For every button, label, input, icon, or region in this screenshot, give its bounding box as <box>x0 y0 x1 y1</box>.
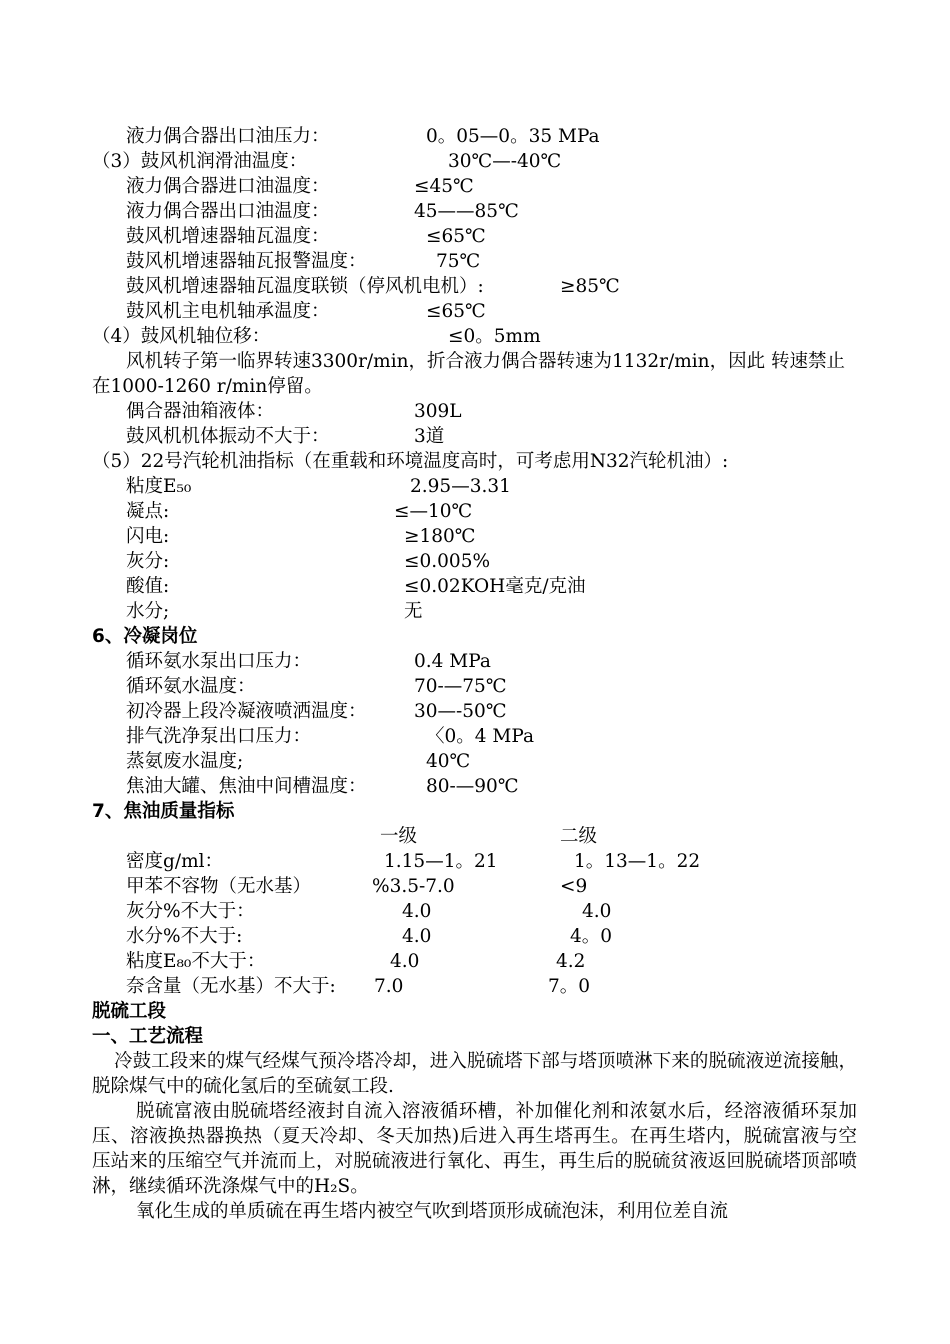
spec-value: ≤65℃ <box>426 226 486 247</box>
grade-2-value: 4.2 <box>556 951 586 972</box>
spec-label: 鼓风机增速器轴瓦报警温度： <box>126 251 367 272</box>
spec-label: 酸值: <box>126 576 170 597</box>
spec-label: 循环氨水温度： <box>126 676 256 697</box>
spec-label: 循环氨水泵出口压力： <box>126 651 312 672</box>
spec-row <box>126 749 471 774</box>
spec-row <box>126 249 481 274</box>
spec-label: 鼓风机增速器轴瓦温度： <box>126 226 330 247</box>
spec-label: 焦油大罐、焦油中间槽温度： <box>126 776 367 797</box>
spec-label: （4）鼓风机轴位移： <box>92 326 271 347</box>
oil-spec-row <box>126 524 476 549</box>
spec-value: 0.4 MPa <box>414 651 491 672</box>
grade-2-value: 1。13—1。22 <box>574 851 701 872</box>
spec-label: 灰分%不大于： <box>126 901 255 922</box>
spec-row <box>126 124 600 149</box>
table-row <box>126 924 613 949</box>
spec-label: 密度g/ml： <box>126 851 224 872</box>
paragraph: 冷鼓工段来的煤气经煤气预冷塔冷却，进入脱硫塔下部与塔顶喷淋下来的脱硫液逆流接触，脱除煤气中的硫化氢后的至硫氨工段. <box>92 1051 857 1097</box>
grade-2-value: <9 <box>560 876 588 897</box>
table-row <box>126 899 612 924</box>
spec-label: 粘度E₈₀不大于： <box>126 951 266 972</box>
spec-row <box>126 274 620 299</box>
spec-label: 水分%不大于: <box>126 926 243 947</box>
spec-value: ≥180℃ <box>404 526 476 547</box>
spec-label: 奈含量（无水基）不大于: <box>126 976 336 997</box>
spec-label: 粘度E₅₀ <box>126 476 192 497</box>
spec-row <box>92 324 541 349</box>
spec-row <box>126 199 519 224</box>
spec-value: 45——85℃ <box>414 201 519 222</box>
spec-value: ≤0.005% <box>404 551 491 572</box>
grade-2-value: 7。0 <box>548 976 591 997</box>
spec-value: ≤0。5mm <box>448 326 541 347</box>
paragraph: 脱硫富液由脱硫塔经液封自流入溶液循环槽，补加催化剂和浓氨水后，经溶液循环泵加压、溶液换热器换热（夏天冷却、冬天加热)后进入再生塔再生。在再生塔内，脱硫富液与空压站来的压缩空气并流而上，对脱硫液进行氧化、再生，再生后的脱硫贫液返回脱硫塔顶部喷淋，继续循环洗涤煤气中的H₂S。 <box>92 1101 857 1197</box>
spec-value: 309L <box>414 401 462 422</box>
spec-label: 鼓风机机体振动不大于： <box>126 426 330 447</box>
spec-value: 70-—75℃ <box>414 676 507 697</box>
spec-value: ≤—10℃ <box>394 501 473 522</box>
spec-value: ≤65℃ <box>426 301 486 322</box>
spec-value: 30℃—-40℃ <box>448 151 562 172</box>
section-heading: 6、冷凝岗位 <box>92 626 198 647</box>
spec-value: 无 <box>404 601 423 622</box>
spec-row <box>126 699 507 724</box>
spec-value: 30—-50℃ <box>414 701 507 722</box>
spec-value: 〈0。4 MPa <box>426 726 535 747</box>
spec-label: 液力偶合器出口油温度： <box>126 201 330 222</box>
oil-spec-row <box>126 474 511 499</box>
grade-2-value: 4。0 <box>570 926 613 947</box>
grade-1-value: 1.15—1。21 <box>384 851 498 872</box>
table-row <box>126 874 588 899</box>
spec-value: 0。05—0。35 MPa <box>426 126 600 147</box>
grade-1-value: %3.5-7.0 <box>372 876 455 897</box>
grade-2-value: 4.0 <box>582 901 612 922</box>
critical-speed-note: 风机转子第一临界转速3300r/min，折合液力偶合器转速为1132r/min，因此 转速禁止在1000-1260 r/min停留。 <box>92 351 845 397</box>
spec-row <box>126 399 462 424</box>
spec-label: 排气洗净泵出口压力： <box>126 726 312 747</box>
spec-row <box>126 299 486 324</box>
grade-1-value: 4.0 <box>402 926 432 947</box>
table-row <box>126 849 701 874</box>
oil-spec-row <box>126 549 491 574</box>
spec-value: 75℃ <box>436 251 481 272</box>
spec-label: 初冷器上段冷凝液喷洒温度： <box>126 701 367 722</box>
spec-row <box>126 774 519 799</box>
spec-label: 液力偶合器出口油压力： <box>126 126 330 147</box>
section-title: 脱硫工段 <box>92 1001 167 1022</box>
spec-row <box>126 174 474 199</box>
grade-1-value: 4.0 <box>402 901 432 922</box>
spec-label: 蒸氨废水温度; <box>126 751 244 772</box>
spec-label: 甲苯不容物（无水基） <box>126 876 312 897</box>
spec-value: 3道 <box>414 426 445 447</box>
spec-label: 水分; <box>126 601 170 622</box>
spec-row <box>92 149 562 174</box>
spec-row <box>126 724 535 749</box>
oil-spec-title: （5）22号汽轮机油指标（在重载和环境温度高时，可考虑用N32汽轮机油）: <box>92 451 729 472</box>
paragraph: 氧化生成的单质硫在再生塔内被空气吹到塔顶形成硫泡沫，利用位差自流 <box>136 1201 729 1222</box>
spec-label: 鼓风机主电机轴承温度： <box>126 301 330 322</box>
grade-1-header: 一级 <box>380 826 418 847</box>
spec-value: 2.95—3.31 <box>410 476 511 497</box>
oil-spec-row <box>126 599 423 624</box>
spec-label: （3）鼓风机润滑油温度： <box>92 151 308 172</box>
spec-value: ≥85℃ <box>560 276 620 297</box>
spec-value: 40℃ <box>426 751 471 772</box>
spec-row <box>126 424 445 449</box>
oil-spec-row <box>126 574 586 599</box>
spec-row <box>126 224 486 249</box>
section-heading: 7、焦油质量指标 <box>92 801 235 822</box>
spec-value: ≤45℃ <box>414 176 474 197</box>
spec-label: 液力偶合器进口油温度： <box>126 176 330 197</box>
spec-value: 80-—90℃ <box>426 776 519 797</box>
spec-label: 偶合器油箱液体： <box>126 401 275 422</box>
table-row <box>126 974 591 999</box>
oil-spec-row <box>126 499 473 524</box>
spec-value: ≤0.02KOH毫克/克油 <box>404 576 586 597</box>
spec-row <box>126 649 491 674</box>
spec-label: 灰分: <box>126 551 170 572</box>
spec-row <box>126 674 507 699</box>
spec-label: 鼓风机增速器轴瓦温度联锁（停风机电机）: <box>126 276 484 297</box>
grade-1-value: 4.0 <box>390 951 420 972</box>
spec-label: 闪电: <box>126 526 170 547</box>
table-row <box>126 949 586 974</box>
section-heading: 一、工艺流程 <box>92 1026 204 1047</box>
spec-label: 凝点: <box>126 501 170 522</box>
grade-1-value: 7.0 <box>374 976 404 997</box>
grade-2-header: 二级 <box>560 826 598 847</box>
